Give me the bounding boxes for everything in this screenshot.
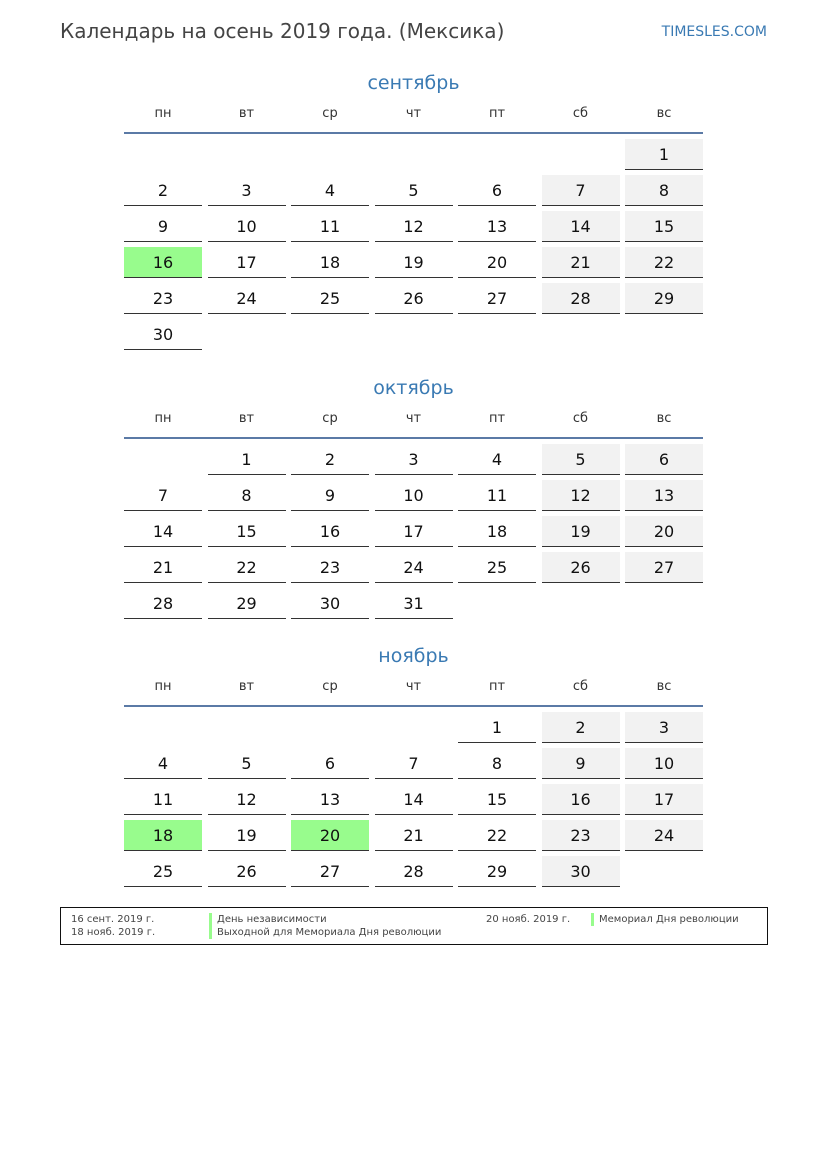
weekday-label: пт bbox=[488, 106, 506, 121]
day-cell[interactable]: 26 bbox=[375, 283, 453, 314]
weekday-label: сб bbox=[572, 106, 589, 121]
day-cell[interactable]: 12 bbox=[375, 211, 453, 242]
day-cell[interactable]: 24 bbox=[208, 283, 286, 314]
month-october bbox=[124, 375, 703, 624]
day-cell[interactable]: 29 bbox=[458, 856, 536, 887]
holiday-day-cell[interactable]: 16 bbox=[124, 247, 202, 278]
day-cell[interactable]: 11 bbox=[291, 211, 369, 242]
weekend-day-cell[interactable]: 27 bbox=[625, 552, 703, 583]
weekday-label: пн bbox=[154, 411, 172, 426]
day-cell[interactable]: 30 bbox=[124, 319, 202, 350]
holiday-legend bbox=[60, 907, 768, 945]
day-cell[interactable]: 14 bbox=[124, 516, 202, 547]
week-row bbox=[124, 748, 703, 779]
day-cell[interactable]: 28 bbox=[375, 856, 453, 887]
weekend-day-cell[interactable]: 5 bbox=[542, 444, 620, 475]
day-cell[interactable]: 1 bbox=[208, 444, 286, 475]
day-cell[interactable]: 12 bbox=[208, 784, 286, 815]
month-title: октябрь bbox=[373, 377, 454, 399]
day-cell[interactable]: 11 bbox=[458, 480, 536, 511]
empty-cell bbox=[375, 712, 453, 743]
day-cell[interactable]: 26 bbox=[208, 856, 286, 887]
day-cell[interactable]: 10 bbox=[375, 480, 453, 511]
weekend-day-cell[interactable]: 24 bbox=[625, 820, 703, 851]
day-cell[interactable]: 14 bbox=[375, 784, 453, 815]
day-cell[interactable]: 20 bbox=[458, 247, 536, 278]
day-cell[interactable]: 7 bbox=[375, 748, 453, 779]
empty-cell bbox=[458, 139, 536, 170]
page-title: Календарь на осень 2019 года. (Мексика) bbox=[60, 19, 505, 43]
day-grid bbox=[124, 444, 703, 619]
weekday-header bbox=[124, 410, 703, 439]
weekday-label: вт bbox=[238, 411, 255, 426]
day-cell[interactable]: 4 bbox=[291, 175, 369, 206]
day-cell[interactable]: 4 bbox=[124, 748, 202, 779]
weekend-day-cell[interactable]: 19 bbox=[542, 516, 620, 547]
holiday-day-cell[interactable]: 18 bbox=[124, 820, 202, 851]
empty-cell bbox=[208, 319, 286, 350]
weekday-label: ср bbox=[322, 106, 338, 121]
empty-cell bbox=[124, 712, 202, 743]
day-cell[interactable]: 19 bbox=[208, 820, 286, 851]
weekday-label: вт bbox=[238, 679, 255, 694]
empty-cell bbox=[458, 319, 536, 350]
site-link[interactable]: TIMESLES.COM bbox=[661, 24, 767, 40]
legend-holiday-name: День независимости bbox=[209, 913, 327, 926]
weekday-label: вс bbox=[656, 679, 672, 694]
legend-date: 16 сент. 2019 г. bbox=[71, 914, 155, 925]
day-cell[interactable]: 10 bbox=[208, 211, 286, 242]
empty-cell bbox=[542, 319, 620, 350]
day-cell[interactable]: 7 bbox=[124, 480, 202, 511]
day-cell[interactable]: 21 bbox=[124, 552, 202, 583]
day-cell[interactable]: 25 bbox=[458, 552, 536, 583]
day-cell[interactable]: 5 bbox=[208, 748, 286, 779]
week-row bbox=[124, 856, 703, 887]
legend-holiday-name: Выходной для Мемориала Дня революции bbox=[209, 926, 441, 939]
weekend-day-cell[interactable]: 16 bbox=[542, 784, 620, 815]
day-grid bbox=[124, 139, 703, 350]
weekday-label: пт bbox=[488, 679, 506, 694]
month-september bbox=[124, 70, 703, 355]
day-cell[interactable]: 2 bbox=[124, 175, 202, 206]
month-november bbox=[124, 643, 703, 892]
day-cell[interactable]: 2 bbox=[291, 444, 369, 475]
empty-cell bbox=[124, 444, 202, 475]
weekday-label: пн bbox=[154, 679, 172, 694]
weekend-day-cell[interactable]: 14 bbox=[542, 211, 620, 242]
month-title: сентябрь bbox=[367, 72, 460, 94]
day-cell[interactable]: 22 bbox=[458, 820, 536, 851]
holiday-day-cell[interactable]: 20 bbox=[291, 820, 369, 851]
legend-holiday-name: Мемориал Дня революции bbox=[591, 913, 739, 926]
weekend-day-cell[interactable]: 8 bbox=[625, 175, 703, 206]
day-cell[interactable]: 29 bbox=[208, 588, 286, 619]
day-cell[interactable]: 19 bbox=[375, 247, 453, 278]
empty-cell bbox=[625, 319, 703, 350]
day-cell[interactable]: 18 bbox=[458, 516, 536, 547]
weekend-day-cell[interactable]: 21 bbox=[542, 247, 620, 278]
day-cell[interactable]: 23 bbox=[291, 552, 369, 583]
day-cell[interactable]: 11 bbox=[124, 784, 202, 815]
legend-date: 20 нояб. 2019 г. bbox=[486, 914, 571, 925]
day-cell[interactable]: 18 bbox=[291, 247, 369, 278]
weekend-day-cell[interactable]: 12 bbox=[542, 480, 620, 511]
week-row bbox=[124, 552, 703, 583]
empty-cell bbox=[208, 139, 286, 170]
day-cell[interactable]: 9 bbox=[291, 480, 369, 511]
week-row bbox=[124, 283, 703, 314]
day-cell[interactable]: 27 bbox=[458, 283, 536, 314]
day-cell[interactable]: 31 bbox=[375, 588, 453, 619]
day-grid bbox=[124, 712, 703, 887]
day-cell[interactable]: 16 bbox=[291, 516, 369, 547]
day-cell[interactable]: 13 bbox=[458, 211, 536, 242]
weekday-label: вс bbox=[656, 411, 672, 426]
weekday-label: чт bbox=[405, 411, 422, 426]
empty-cell bbox=[375, 139, 453, 170]
day-cell[interactable]: 30 bbox=[291, 588, 369, 619]
empty-cell bbox=[208, 712, 286, 743]
weekend-day-cell[interactable]: 7 bbox=[542, 175, 620, 206]
weekday-label: пт bbox=[488, 411, 506, 426]
weekday-label: вс bbox=[656, 106, 672, 121]
empty-cell bbox=[625, 588, 703, 619]
week-row bbox=[124, 480, 703, 511]
empty-cell bbox=[542, 139, 620, 170]
day-cell[interactable]: 5 bbox=[375, 175, 453, 206]
week-row bbox=[124, 444, 703, 475]
day-cell[interactable]: 27 bbox=[291, 856, 369, 887]
weekend-day-cell[interactable]: 15 bbox=[625, 211, 703, 242]
day-cell[interactable]: 13 bbox=[291, 784, 369, 815]
day-cell[interactable]: 6 bbox=[458, 175, 536, 206]
week-row bbox=[124, 139, 703, 170]
weekend-day-cell[interactable]: 20 bbox=[625, 516, 703, 547]
month-title: ноябрь bbox=[378, 645, 449, 667]
weekend-day-cell[interactable]: 9 bbox=[542, 748, 620, 779]
weekend-day-cell[interactable]: 13 bbox=[625, 480, 703, 511]
week-row bbox=[124, 247, 703, 278]
day-cell[interactable]: 3 bbox=[375, 444, 453, 475]
weekday-label: чт bbox=[405, 106, 422, 121]
weekday-label: сб bbox=[572, 411, 589, 426]
weekend-day-cell[interactable]: 17 bbox=[625, 784, 703, 815]
weekday-label: чт bbox=[405, 679, 422, 694]
week-row bbox=[124, 784, 703, 815]
weekend-day-cell[interactable]: 10 bbox=[625, 748, 703, 779]
day-cell[interactable]: 17 bbox=[375, 516, 453, 547]
week-row bbox=[124, 211, 703, 242]
empty-cell bbox=[291, 319, 369, 350]
week-row bbox=[124, 588, 703, 619]
weekend-day-cell[interactable]: 29 bbox=[625, 283, 703, 314]
weekend-day-cell[interactable]: 30 bbox=[542, 856, 620, 887]
day-cell[interactable]: 4 bbox=[458, 444, 536, 475]
day-cell[interactable]: 22 bbox=[208, 552, 286, 583]
day-cell[interactable]: 25 bbox=[124, 856, 202, 887]
day-cell[interactable]: 6 bbox=[291, 748, 369, 779]
day-cell[interactable]: 24 bbox=[375, 552, 453, 583]
weekend-day-cell[interactable]: 26 bbox=[542, 552, 620, 583]
legend-date: 18 нояб. 2019 г. bbox=[71, 927, 156, 938]
weekday-label: ср bbox=[322, 679, 338, 694]
empty-cell bbox=[625, 856, 703, 887]
weekend-day-cell[interactable]: 3 bbox=[625, 712, 703, 743]
day-cell[interactable]: 25 bbox=[291, 283, 369, 314]
week-row bbox=[124, 319, 703, 350]
weekend-day-cell[interactable]: 6 bbox=[625, 444, 703, 475]
day-cell[interactable]: 15 bbox=[208, 516, 286, 547]
day-cell[interactable]: 21 bbox=[375, 820, 453, 851]
weekend-day-cell[interactable]: 23 bbox=[542, 820, 620, 851]
weekend-day-cell[interactable]: 28 bbox=[542, 283, 620, 314]
day-cell[interactable]: 3 bbox=[208, 175, 286, 206]
day-cell[interactable]: 8 bbox=[208, 480, 286, 511]
weekday-label: сб bbox=[572, 679, 589, 694]
week-row bbox=[124, 175, 703, 206]
empty-cell bbox=[124, 139, 202, 170]
day-cell[interactable]: 17 bbox=[208, 247, 286, 278]
day-cell[interactable]: 28 bbox=[124, 588, 202, 619]
weekend-day-cell[interactable]: 22 bbox=[625, 247, 703, 278]
empty-cell bbox=[291, 139, 369, 170]
empty-cell bbox=[542, 588, 620, 619]
day-cell[interactable]: 1 bbox=[458, 712, 536, 743]
day-cell[interactable]: 9 bbox=[124, 211, 202, 242]
day-cell[interactable]: 15 bbox=[458, 784, 536, 815]
empty-cell bbox=[291, 712, 369, 743]
weekday-header bbox=[124, 678, 703, 707]
weekday-label: вт bbox=[238, 106, 255, 121]
weekend-day-cell[interactable]: 2 bbox=[542, 712, 620, 743]
week-row bbox=[124, 820, 703, 851]
week-row bbox=[124, 712, 703, 743]
empty-cell bbox=[458, 588, 536, 619]
weekday-header bbox=[124, 105, 703, 134]
weekday-label: ср bbox=[322, 411, 338, 426]
day-cell[interactable]: 8 bbox=[458, 748, 536, 779]
weekday-label: пн bbox=[154, 106, 172, 121]
empty-cell bbox=[375, 319, 453, 350]
week-row bbox=[124, 516, 703, 547]
weekend-day-cell[interactable]: 1 bbox=[625, 139, 703, 170]
day-cell[interactable]: 23 bbox=[124, 283, 202, 314]
